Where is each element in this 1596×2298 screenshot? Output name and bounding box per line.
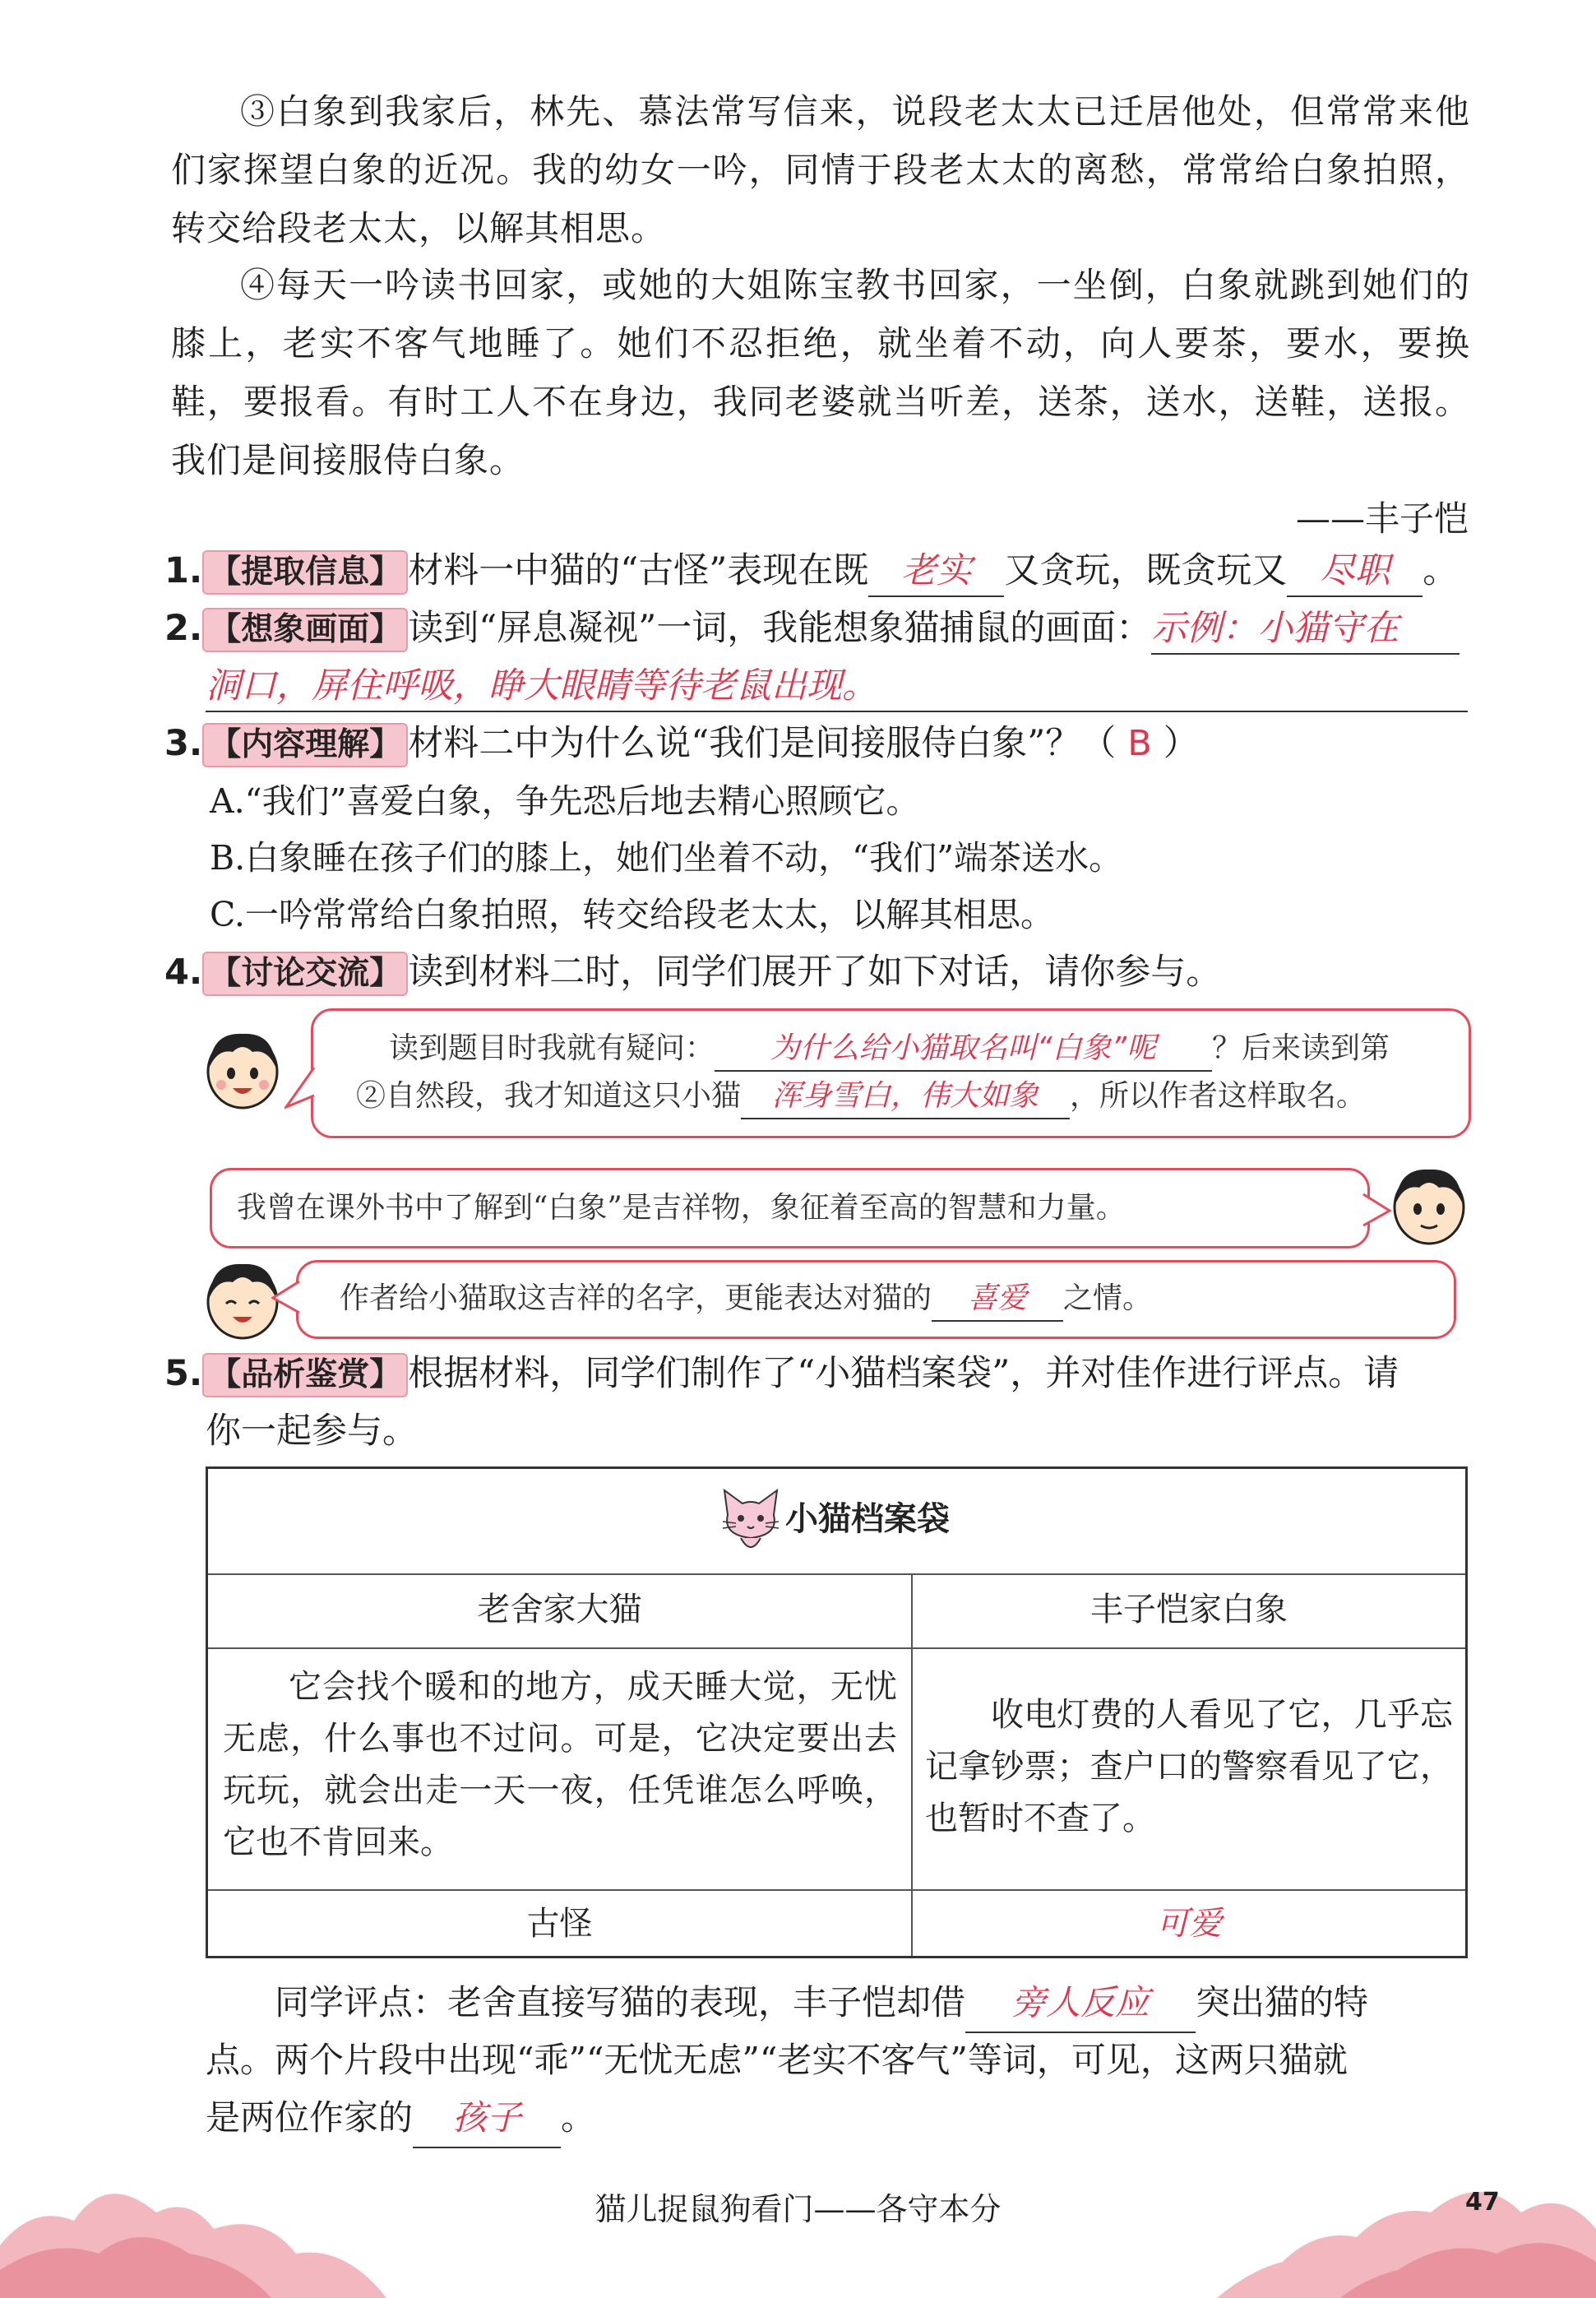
fengzikai-cat-trait-answer[interactable]: 可爱 <box>1156 1905 1222 1943</box>
table-title: 小猫档案袋 <box>785 1500 950 1538</box>
question-tag: 【想象画面】 <box>202 608 408 652</box>
laoshe-cat-trait: 古怪 <box>526 1905 593 1943</box>
cat-archive-table <box>206 1466 1468 1958</box>
question-text: 。 <box>1423 550 1459 591</box>
page-number: 47 <box>1465 2188 1500 2217</box>
question-2 <box>164 604 1460 655</box>
bubble-text: 我曾在课外书中了解到“白象”是吉祥物，象征着至高的智慧和力量。 <box>237 1191 1126 1225</box>
question-tag: 【提取信息】 <box>202 550 408 595</box>
cat-icon <box>716 1484 785 1558</box>
dialogue-bubble-2 <box>210 1168 1370 1249</box>
question-tag: 【讨论交流】 <box>202 952 408 996</box>
question-number: 3. <box>164 723 203 764</box>
dialogue-bubble-1 <box>311 1008 1471 1138</box>
question-text: 根据材料，同学们制作了“小猫档案袋”，并对佳作进行评点。请 <box>408 1353 1399 1394</box>
option-b[interactable]: B.白象睡在孩子们的膝上，她们坐着不动，“我们”端茶送水。 <box>210 838 1123 878</box>
comment-text: 是两位作家的 <box>206 2097 414 2138</box>
passage-author: ——丰子恺 <box>1295 498 1469 539</box>
column-header-laoshe: 老舍家大猫 <box>477 1591 642 1629</box>
bubble-text: 读到题目时我就有疑问： <box>389 1031 715 1065</box>
question-text: 读到材料二时，同学们展开了如下对话，请你参与。 <box>408 952 1222 993</box>
comment-line-3 <box>206 2089 595 2148</box>
question-tag: 【品析鉴赏】 <box>202 1353 408 1397</box>
option-a[interactable]: A.“我们”喜爱白象，争先恐后地去精心照顾它。 <box>210 781 920 821</box>
question-text: 读到“屏息凝视”一词，我能想象猫捕鼠的画面： <box>408 608 1152 649</box>
bubble-text: ②自然段，我才知道这只小猫 <box>356 1079 742 1113</box>
answer-line-2[interactable]: 洞口，屏住呼吸，睁大眼睛等待老鼠出现。 <box>206 661 1468 712</box>
bubble-text: 作者给小猫取这吉祥的名字，更能表达对猫的 <box>340 1281 932 1315</box>
answer-blank[interactable]: 喜爱 <box>932 1277 1063 1322</box>
answer-blank[interactable]: 尽职 <box>1287 546 1423 597</box>
question-text: 又贪玩，既贪玩又 <box>1004 550 1288 591</box>
comment-line-1 <box>206 1974 1368 2033</box>
answer-blank[interactable]: 孩子 <box>413 2089 561 2148</box>
question-1 <box>164 546 1458 597</box>
answer-choice[interactable]: B <box>1127 723 1152 764</box>
answer-blank[interactable]: 为什么给小猫取名叫“白象”呢 <box>715 1027 1212 1072</box>
question-text: ） <box>1163 723 1199 764</box>
boy-face-icon <box>1388 1160 1470 1250</box>
column-header-fengzikai: 丰子恺家白象 <box>1090 1591 1288 1629</box>
question-3 <box>164 719 1199 768</box>
question-text: 材料二中为什么说“我们是间接服侍白象”？（ <box>408 723 1117 764</box>
answer-blank[interactable]: 旁人反应 <box>965 1974 1196 2033</box>
question-number: 5. <box>164 1353 203 1394</box>
bubble-text: ？后来读到第 <box>1212 1031 1390 1065</box>
option-c[interactable]: C.一吟常常给白象拍照，转交给段老太太，以解其相思。 <box>210 895 1054 934</box>
table-divider <box>208 1573 1465 1575</box>
bubble-text: ，所以作者这样取名。 <box>1070 1079 1367 1113</box>
boy-face-icon <box>201 1024 284 1114</box>
bubble-tail <box>271 1280 301 1316</box>
passage-paragraph-3: ③白象到我家后，林先、慕法常写信来，说段老太太已迁居他处，但常常来他们家探望白象的近况。我的幼女一吟，同情于段老太太的离愁，常常给白象拍照，转交给段老太太，以解其相思。 <box>171 91 1470 248</box>
answer-blank[interactable]: 老实 <box>868 546 1004 597</box>
question-text: 材料一中猫的“古怪”表现在既 <box>408 550 869 591</box>
answer-line-1[interactable]: 示例：小猫守在 <box>1151 604 1460 655</box>
comment-text: 同学评点：老舍直接写猫的表现，丰子恺却借 <box>275 1982 966 2022</box>
bubble-tail <box>285 1066 317 1112</box>
passage-paragraph-4: ④每天一吟读书回家，或她的大姐陈宝教书回家，一坐倒，白象就跳到她们的膝上，老实不客气地睡了。她们不忍拒绝，就坐着不动，向人要茶，要水，要换鞋，要报看。有时工人不在身边，我同老婆就当听差，送茶，送水，送鞋，送报。我们是间接服侍白象。 <box>171 265 1470 480</box>
dialogue-bubble-3 <box>296 1260 1456 1339</box>
fengzikai-cat-description: 收电灯费的人看见了它，几乎忘记拿钞票；查户口的警察看见了它，也暂时不查了。 <box>925 1696 1453 1837</box>
question-2-answer-continued <box>206 661 1468 712</box>
question-number: 2. <box>164 608 203 649</box>
question-number: 4. <box>164 952 203 993</box>
question-tag: 【内容理解】 <box>202 723 408 767</box>
answer-blank[interactable]: 浑身雪白，伟大如象 <box>741 1075 1070 1119</box>
comment-line-2: 点。两个片段中出现“乖”“无忧无虑”“老实不客气”等词，可见，这两只猫就 <box>206 2040 1348 2080</box>
question-5 <box>164 1349 1399 1398</box>
comment-text: 突出猫的特 <box>1196 1982 1369 2022</box>
bubble-text: 之情。 <box>1063 1281 1153 1315</box>
question-5-continued: 你一起参与。 <box>206 1411 418 1452</box>
laoshe-cat-description: 它会找个暖和的地方，成天睡大觉，无忧无虑，什么事也不过问。可是，它决定要出去玩玩，就会出走一天一夜，任凭谁怎么呼唤，它也不肯回来。 <box>223 1668 897 1861</box>
question-number: 1. <box>164 550 203 591</box>
comment-text: 。 <box>561 2097 596 2138</box>
question-4 <box>164 947 1221 997</box>
table-divider <box>208 1647 1465 1649</box>
footer-slogan: 猫儿捉鼠狗看门——各守本分 <box>594 2191 1002 2227</box>
table-divider <box>208 1889 1465 1891</box>
